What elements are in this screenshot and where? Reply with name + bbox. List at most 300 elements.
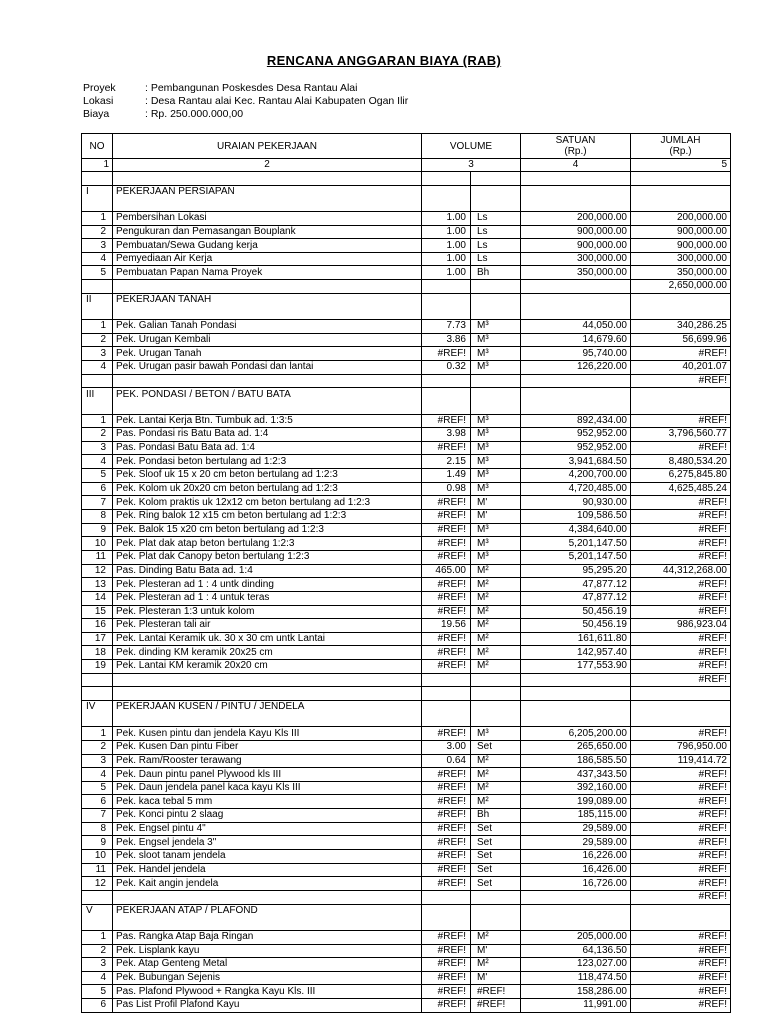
unit-price: 29,589.00 [521,822,631,836]
row-number: 5 [82,781,113,795]
table-row [82,944,731,958]
table-row [82,660,731,674]
work-description: Pas. Rangka Atap Baja Ringan [113,930,422,944]
total-price: 200,000.00 [631,211,731,225]
volume-unit: M² [471,754,521,768]
work-description: Pek. Plat dak Canopy beton bertulang 1:2:3 [113,550,422,564]
row-number: 15 [82,605,113,619]
subtotal-value: #REF! [631,374,731,388]
work-description: Pek. Plesteran tali air [113,619,422,633]
volume-unit: M' [471,496,521,510]
volume-unit: M² [471,646,521,660]
volume-value: 1.00 [422,239,471,253]
row-number: 7 [82,809,113,823]
table-row [82,537,731,551]
subtotal-value: #REF! [631,673,731,687]
table-row [82,740,731,754]
table-row [82,863,731,877]
row-number: 11 [82,550,113,564]
col-number: 3 [422,159,521,172]
total-price: #REF! [631,971,731,985]
work-description: Pas. Dinding Batu Bata ad. 1:4 [113,564,422,578]
total-price: #REF! [631,727,731,741]
table-row [82,482,731,496]
work-description: Pek. Plesteran 1:3 untuk kolom [113,605,422,619]
unit-price: 95,295.20 [521,564,631,578]
volume-unit: M³ [471,550,521,564]
total-price: #REF! [631,523,731,537]
work-description: Pek. Plat dak atap beton bertulang 1:2:3 [113,537,422,551]
row-number: 2 [82,740,113,754]
header-jumlah: JUMLAH (Rp.) [631,134,731,159]
unit-price: 126,220.00 [521,360,631,374]
total-price: #REF! [631,537,731,551]
work-description: Pek. Kolom praktis uk 12x12 cm beton bertulang ad 1:2:3 [113,496,422,510]
unit-price: 47,877.12 [521,578,631,592]
total-price: 300,000.00 [631,252,731,266]
volume-value: #REF! [422,795,471,809]
volume-value: #REF! [422,496,471,510]
unit-price: 47,877.12 [521,591,631,605]
table-row [82,239,731,253]
unit-price: 952,952.00 [521,441,631,455]
row-number: 10 [82,537,113,551]
table-row [82,781,731,795]
table-row [82,455,731,469]
blank-row [82,198,731,211]
section-title: PEKERJAAN ATAP / PLAFOND [113,904,422,917]
row-number: 16 [82,619,113,633]
total-price: #REF! [631,414,731,428]
volume-value: #REF! [422,863,471,877]
work-description: Pek. Ring balok 12 x15 cm beton bertulang ad 1:2:3 [113,510,422,524]
volume-unit: M² [471,795,521,809]
work-description: Pek. Konci pintu 2 slaag [113,809,422,823]
total-price: #REF! [631,850,731,864]
volume-value: #REF! [422,578,471,592]
total-price: #REF! [631,660,731,674]
work-description: Pembersihan Lokasi [113,211,422,225]
volume-value: #REF! [422,523,471,537]
unit-price: 6,205,200.00 [521,727,631,741]
work-description: Pek. Atap Genteng Metal [113,958,422,972]
row-number: 9 [82,836,113,850]
section-title: PEKERJAAN PERSIAPAN [113,185,422,198]
row-number: 6 [82,999,113,1013]
total-price: #REF! [631,591,731,605]
table-header-row [82,134,731,159]
header-no: NO [82,134,113,159]
project-info-key: Lokasi [83,95,114,107]
total-price: 56,699.96 [631,333,731,347]
volume-value: #REF! [422,605,471,619]
total-price: 900,000.00 [631,225,731,239]
total-price: #REF! [631,877,731,891]
work-description: Pek. Lisplank kayu [113,944,422,958]
work-description: Pas. Pondasi Batu Bata ad. 1:4 [113,441,422,455]
volume-value: 465.00 [422,564,471,578]
unit-price: 4,384,640.00 [521,523,631,537]
work-description: Pas. Plafond Plywood + Rangka Kayu Kls. III [113,985,422,999]
volume-unit: M³ [471,727,521,741]
blank-row [82,172,731,186]
unit-price: 4,720,485.00 [521,482,631,496]
unit-price: 16,726.00 [521,877,631,891]
volume-value: #REF! [422,347,471,361]
total-price: #REF! [631,578,731,592]
table-row [82,754,731,768]
row-number: 11 [82,863,113,877]
total-price: #REF! [631,836,731,850]
volume-unit: M² [471,768,521,782]
total-price: #REF! [631,944,731,958]
volume-unit: M² [471,591,521,605]
unit-price: 900,000.00 [521,239,631,253]
work-description: Pek. Lantai Keramik uk. 30 x 30 cm untk Lantai [113,632,422,646]
volume-unit: Bh [471,809,521,823]
work-description: Pek. dinding KM keramik 20x25 cm [113,646,422,660]
table-row [82,619,731,633]
row-number: 6 [82,482,113,496]
volume-unit: Set [471,836,521,850]
volume-unit: M² [471,564,521,578]
work-description: Pek. Lantai KM keramik 20x20 cm [113,660,422,674]
blank-row [82,917,731,930]
row-number: 4 [82,971,113,985]
unit-price: 64,136.50 [521,944,631,958]
row-number: 4 [82,360,113,374]
work-description: Pembuatan/Sewa Gudang kerja [113,239,422,253]
total-price: 340,286.25 [631,320,731,334]
volume-value: #REF! [422,537,471,551]
table-row [82,564,731,578]
unit-price: 16,226.00 [521,850,631,864]
row-number: 5 [82,985,113,999]
volume-unit: Set [471,877,521,891]
work-description: Pek. Daun jendela panel kaca kayu Kls III [113,781,422,795]
row-number: 7 [82,496,113,510]
header-uraian: URAIAN PEKERJAAN [113,134,422,159]
total-price: 3,796,560.77 [631,428,731,442]
total-price: 4,625,485.24 [631,482,731,496]
table-row [82,727,731,741]
unit-price: 5,201,147.50 [521,537,631,551]
table-row [82,971,731,985]
total-price: #REF! [631,781,731,795]
volume-unit: Ls [471,239,521,253]
volume-unit: Set [471,822,521,836]
unit-price: 118,474.50 [521,971,631,985]
table-row [82,768,731,782]
unit-price: 185,115.00 [521,809,631,823]
section-title: PEK. PONDASI / BETON / BATU BATA [113,388,422,401]
volume-value: #REF! [422,985,471,999]
volume-unit: M³ [471,537,521,551]
section-number: III [82,388,113,401]
volume-value: 0.98 [422,482,471,496]
blank-row [82,714,731,727]
work-description: Pas List Profil Plafond Kayu [113,999,422,1013]
row-number: 18 [82,646,113,660]
unit-price: 177,553.90 [521,660,631,674]
unit-price: 142,957.40 [521,646,631,660]
volume-unit: #REF! [471,985,521,999]
total-price: #REF! [631,441,731,455]
row-number: 14 [82,591,113,605]
row-number: 2 [82,428,113,442]
total-price: #REF! [631,646,731,660]
total-price: #REF! [631,795,731,809]
work-description: Pek. Kolom uk 20x20 cm beton bertulang ad 1:2:3 [113,482,422,496]
document-title: RENCANA ANGGARAN BIAYA (RAB) [266,53,502,68]
volume-value: 19.56 [422,619,471,633]
volume-value: 2.15 [422,455,471,469]
row-number: 1 [82,414,113,428]
row-number: 2 [82,333,113,347]
volume-value: 0.64 [422,754,471,768]
table-row [82,958,731,972]
work-description: Pek. Daun pintu panel Plywood kls III [113,768,422,782]
header-volume: VOLUME [422,134,521,159]
volume-value: #REF! [422,971,471,985]
col-number: 5 [631,159,731,172]
work-description: Pek. Kusen Dan pintu Fiber [113,740,422,754]
total-price: #REF! [631,605,731,619]
unit-price: 200,000.00 [521,211,631,225]
volume-value: #REF! [422,550,471,564]
unit-price: 161,611.80 [521,632,631,646]
volume-value: #REF! [422,591,471,605]
volume-unit: M³ [471,414,521,428]
volume-unit: Set [471,740,521,754]
total-price: 40,201.07 [631,360,731,374]
volume-value: #REF! [422,510,471,524]
unit-price: 123,027.00 [521,958,631,972]
row-number: 8 [82,822,113,836]
total-price: 44,312,268.00 [631,564,731,578]
volume-unit: M³ [471,333,521,347]
volume-unit: M³ [471,482,521,496]
section-row [82,904,731,917]
unit-price: 109,586.50 [521,510,631,524]
unit-price: 158,286.00 [521,985,631,999]
column-number-row [82,159,731,172]
unit-price: 350,000.00 [521,266,631,280]
row-number: 9 [82,523,113,537]
section-title: PEKERJAAN KUSEN / PINTU / JENDELA [113,700,422,713]
total-price: 8,480,534.20 [631,455,731,469]
unit-price: 952,952.00 [521,428,631,442]
blank-row [82,306,731,319]
volume-unit: M³ [471,523,521,537]
table-row [82,605,731,619]
section-number: I [82,185,113,198]
row-number: 10 [82,850,113,864]
subtotal-row [82,673,731,687]
volume-value: 1.00 [422,266,471,280]
volume-value: 7.73 [422,320,471,334]
section-row [82,700,731,713]
work-description: Pek. Plesteran ad 1 : 4 untuk teras [113,591,422,605]
table-row [82,850,731,864]
project-info-row [83,95,408,107]
row-number: 12 [82,564,113,578]
row-number: 4 [82,455,113,469]
work-description: Pek. Bubungan Sejenis [113,971,422,985]
volume-value: 0.32 [422,360,471,374]
unit-price: 50,456.19 [521,619,631,633]
subtotal-row [82,374,731,388]
work-description: Pek. Sloof uk 15 x 20 cm beton bertulang ad 1:2:3 [113,469,422,483]
section-title: PEKERJAAN TANAH [113,293,422,306]
volume-value: 1.00 [422,211,471,225]
total-price: #REF! [631,809,731,823]
col-number: 4 [521,159,631,172]
work-description: Pek. Lantai Kerja Btn. Tumbuk ad. 1:3:5 [113,414,422,428]
work-description: Pek. Balok 15 x20 cm beton bertulang ad 1:2:3 [113,523,422,537]
total-price: 986,923.04 [631,619,731,633]
work-description: Pek. Kait angin jendela [113,877,422,891]
table-row [82,985,731,999]
total-price: #REF! [631,822,731,836]
work-description: Pek. Engsel jendela 3" [113,836,422,850]
total-price: #REF! [631,496,731,510]
project-info-value: : Desa Rantau alai Kec. Rantau Alai Kabupaten Ogan Ilir [145,95,409,107]
total-price: 900,000.00 [631,239,731,253]
table-row [82,441,731,455]
volume-value: 1.00 [422,252,471,266]
volume-unit: M' [471,971,521,985]
row-number: 8 [82,510,113,524]
col-number: 2 [113,159,422,172]
table-row [82,510,731,524]
volume-unit: Ls [471,211,521,225]
volume-unit: M² [471,930,521,944]
project-info-row [83,82,357,94]
work-description: Pek. Pondasi beton bertulang ad 1:2:3 [113,455,422,469]
volume-value: #REF! [422,809,471,823]
project-info-row [83,108,243,120]
volume-value: #REF! [422,660,471,674]
total-price: #REF! [631,768,731,782]
volume-unit: M³ [471,441,521,455]
row-number: 2 [82,944,113,958]
volume-unit: M² [471,781,521,795]
volume-unit: M³ [471,347,521,361]
row-number: 3 [82,441,113,455]
unit-price: 186,585.50 [521,754,631,768]
volume-value: 3.86 [422,333,471,347]
volume-unit: Ls [471,252,521,266]
volume-value: #REF! [422,999,471,1013]
unit-price: 392,160.00 [521,781,631,795]
table-row [82,877,731,891]
volume-unit: M² [471,619,521,633]
volume-unit: M' [471,944,521,958]
total-price: #REF! [631,999,731,1013]
unit-price: 44,050.00 [521,320,631,334]
table-row [82,469,731,483]
unit-price: 29,589.00 [521,836,631,850]
section-row [82,293,731,306]
work-description: Pek. Ram/Rooster terawang [113,754,422,768]
volume-unit: M³ [471,455,521,469]
table-row [82,809,731,823]
volume-unit: M³ [471,469,521,483]
unit-price: 437,343.50 [521,768,631,782]
total-price: #REF! [631,930,731,944]
total-price: #REF! [631,510,731,524]
unit-price: 892,434.00 [521,414,631,428]
work-description: Pek. Urugan Kembali [113,333,422,347]
subtotal-row [82,890,731,904]
row-number: 3 [82,347,113,361]
total-price: 350,000.00 [631,266,731,280]
work-description: Pas. Pondasi ris Batu Bata ad. 1:4 [113,428,422,442]
subtotal-row [82,280,731,294]
row-number: 1 [82,211,113,225]
unit-price: 900,000.00 [521,225,631,239]
table-row [82,930,731,944]
unit-price: 11,991.00 [521,999,631,1013]
work-description: Pembuatan Papan Nama Proyek [113,266,422,280]
row-number: 5 [82,266,113,280]
work-description: Pek. sloot tanam jendela [113,850,422,864]
volume-value: #REF! [422,632,471,646]
volume-value: 3.00 [422,740,471,754]
row-number: 6 [82,795,113,809]
volume-unit: M³ [471,428,521,442]
blank-row [82,401,731,414]
table-row [82,360,731,374]
volume-value: #REF! [422,930,471,944]
volume-unit: M³ [471,320,521,334]
volume-unit: M² [471,958,521,972]
volume-value: #REF! [422,768,471,782]
work-description: Pek. Handel jendela [113,863,422,877]
row-number: 12 [82,877,113,891]
work-description: Pek. Urugan pasir bawah Pondasi dan lantai [113,360,422,374]
total-price: #REF! [631,550,731,564]
unit-price: 5,201,147.50 [521,550,631,564]
row-number: 4 [82,768,113,782]
row-number: 19 [82,660,113,674]
total-price: 119,414.72 [631,754,731,768]
volume-value: #REF! [422,850,471,864]
work-description: Pek. Galian Tanah Pondasi [113,320,422,334]
unit-price: 199,089.00 [521,795,631,809]
volume-value: 3.98 [422,428,471,442]
table-row [82,836,731,850]
row-number: 13 [82,578,113,592]
unit-price: 300,000.00 [521,252,631,266]
total-price: #REF! [631,958,731,972]
total-price: #REF! [631,985,731,999]
total-price: 6,275,845.80 [631,469,731,483]
row-number: 3 [82,239,113,253]
unit-price: 3,941,684.50 [521,455,631,469]
table-row [82,320,731,334]
project-info-key: Proyek [83,82,116,94]
row-number: 3 [82,958,113,972]
volume-unit: M² [471,578,521,592]
unit-price: 4,200,700.00 [521,469,631,483]
work-description: Pemyediaan Air Kerja [113,252,422,266]
volume-unit: #REF! [471,999,521,1013]
volume-unit: M³ [471,360,521,374]
row-number: 4 [82,252,113,266]
section-number: II [82,293,113,306]
